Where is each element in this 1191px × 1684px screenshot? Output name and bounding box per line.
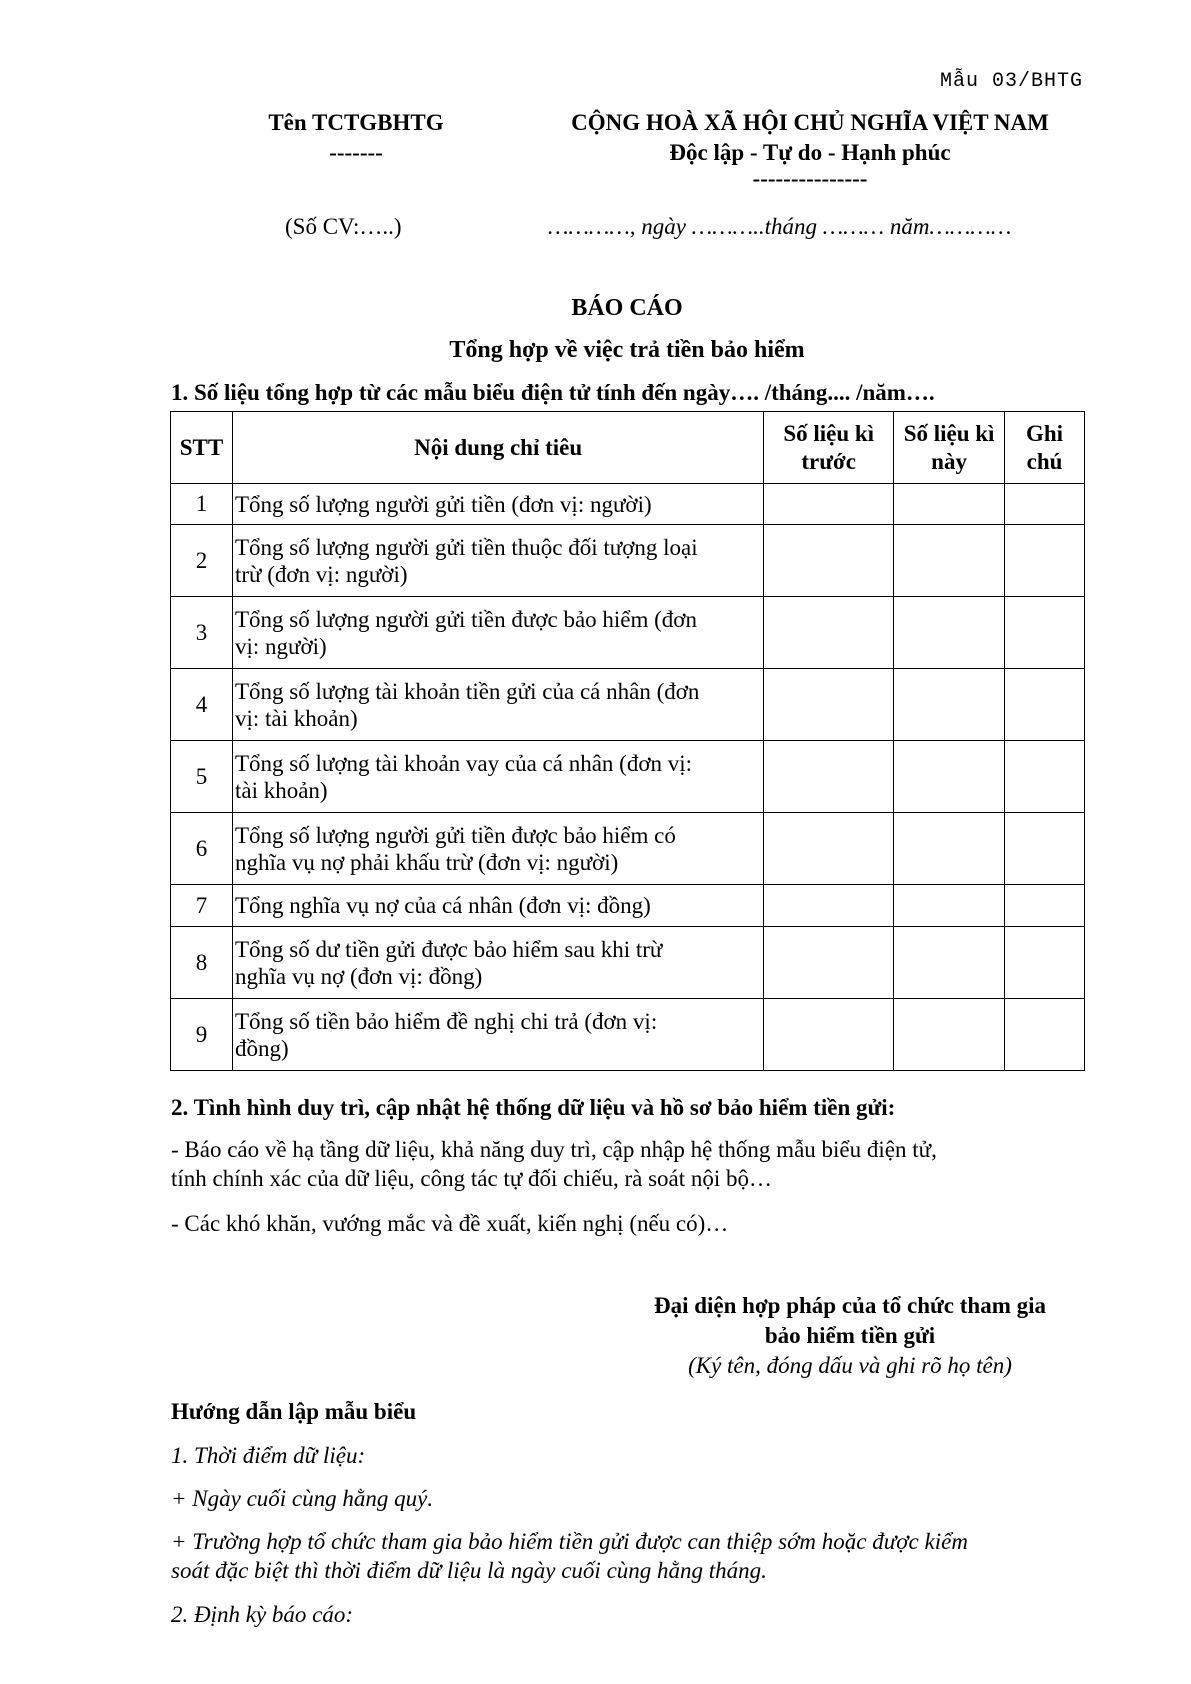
signature-instruction: (Ký tên, đóng dấu và ghi rõ họ tên) [688, 1353, 1012, 1378]
table-row [171, 741, 1085, 813]
reference-number: (Số CV:…..) [285, 214, 402, 239]
cell-current [894, 669, 1005, 741]
row-stt: 7 [171, 885, 233, 927]
cell-previous [764, 813, 894, 885]
row-content-line: Tổng số lượng tài khoản vay của cá nhân (đơn vị: [234, 750, 693, 776]
cell-note [1005, 484, 1085, 525]
section-2-paragraph-1-line-1: - Báo cáo về hạ tầng dữ liệu, khả năng duy trì, cập nhập hệ thống mẫu biểu điện tử, [171, 1137, 937, 1162]
row-content [232, 597, 763, 669]
row-content-line: Tổng nghĩa vụ nợ của cá nhân (đơn vị: đồng) [234, 893, 651, 918]
row-stt: 1 [171, 484, 233, 525]
signature-title-line-2: bảo hiểm tiền gửi [764, 1323, 936, 1348]
header-current-line1: Số liệu kì [903, 420, 995, 446]
guide-item-1-b-line-1: + Trường hợp tổ chức tham gia bảo hiểm tiền gửi được can thiệp sớm hoặc được kiểm [171, 1529, 968, 1554]
row-content [232, 885, 763, 927]
row-content-line: Tổng số lượng người gửi tiền (đơn vị: người) [234, 491, 652, 517]
cell-note [1005, 813, 1085, 885]
row-stt: 2 [171, 525, 233, 597]
motto: Độc lập - Tự do - Hạnh phúc [669, 140, 951, 165]
cell-note [1005, 597, 1085, 669]
row-stt: 6 [171, 813, 233, 885]
row-content-line: Tổng số tiền bảo hiểm đề nghị chi trả (đơn vị: [234, 1008, 658, 1034]
row-content [232, 525, 763, 597]
section-1-heading: 1. Số liệu tổng hợp từ các mẫu biểu điện tử tính đến ngày…. /tháng.... /năm…. [171, 380, 935, 405]
row-stt: 4 [171, 669, 233, 741]
table-row [171, 885, 1085, 927]
cell-previous [764, 885, 894, 927]
header-content: Nội dung chỉ tiêu [232, 412, 763, 484]
row-content-line: nghĩa vụ nợ phải khấu trừ (đơn vị: người) [234, 849, 619, 875]
row-content-line: vị: người) [234, 633, 327, 659]
cell-current [894, 813, 1005, 885]
cell-previous [764, 597, 894, 669]
cell-previous [764, 525, 894, 597]
row-content-line: nghĩa vụ nợ (đơn vị: đồng) [234, 963, 483, 989]
summary-table [170, 411, 1085, 1071]
report-subtitle: Tổng hợp về việc trả tiền bảo hiểm [449, 337, 805, 363]
cell-previous [764, 669, 894, 741]
table-row [171, 525, 1085, 597]
row-content-line: Tổng số lượng tài khoản tiền gửi của cá nhân (đơn [234, 678, 700, 704]
header-previous-line2: trước [801, 448, 857, 474]
cell-note [1005, 741, 1085, 813]
section-2-paragraph-1-line-2: tính chính xác của dữ liệu, công tác tự đối chiếu, rà soát nội bộ… [171, 1166, 773, 1191]
table-row [171, 597, 1085, 669]
table-row [171, 927, 1085, 999]
header-note-line2: chú [1026, 448, 1063, 474]
cell-note [1005, 885, 1085, 927]
row-content [232, 741, 763, 813]
row-stt: 3 [171, 597, 233, 669]
section-2-paragraph-2: - Các khó khăn, vướng mắc và đề xuất, kiến nghị (nếu có)… [171, 1211, 729, 1236]
header-previous-period [764, 412, 894, 484]
table-header-row [171, 412, 1085, 484]
cell-current [894, 484, 1005, 525]
row-content [232, 927, 763, 999]
row-stt: 9 [171, 999, 233, 1071]
org-rule: ------- [329, 140, 383, 165]
cell-previous [764, 741, 894, 813]
cell-current [894, 597, 1005, 669]
row-content-line: Tổng số lượng người gửi tiền được bảo hiểm có [234, 822, 676, 848]
cell-note [1005, 927, 1085, 999]
cell-note [1005, 525, 1085, 597]
guide-item-1-a: + Ngày cuối cùng hằng quý. [171, 1486, 434, 1511]
row-content [232, 999, 763, 1071]
row-content [232, 813, 763, 885]
row-content-line: Tổng số lượng người gửi tiền được bảo hiểm (đơn [234, 606, 697, 632]
cell-current [894, 741, 1005, 813]
cell-current [894, 927, 1005, 999]
row-content-line: Tổng số lượng người gửi tiền thuộc đối tượng loại [234, 534, 698, 560]
nation-title: CỘNG HOÀ XÃ HỘI CHỦ NGHĨA VIỆT NAM [571, 110, 1049, 135]
row-content-line: tài khoản) [234, 777, 328, 803]
cell-current [894, 885, 1005, 927]
cell-previous [764, 927, 894, 999]
table-row [171, 813, 1085, 885]
cell-previous [764, 999, 894, 1071]
guide-item-1-b-line-2: soát đặc biệt thì thời điểm dữ liệu là ngày cuối cùng hằng tháng. [171, 1558, 767, 1583]
org-name: Tên TCTGBHTG [268, 110, 444, 135]
cell-current [894, 525, 1005, 597]
row-content-line: trừ (đơn vị: người) [234, 561, 408, 587]
signature-title-line-1: Đại diện hợp pháp của tổ chức tham gia [653, 1293, 1047, 1318]
guide-item-1: 1. Thời điểm dữ liệu: [171, 1443, 366, 1468]
header-current-line2: này [931, 448, 967, 474]
row-stt: 5 [171, 741, 233, 813]
date-line: …………, ngày ………..tháng ……… năm………… [548, 214, 1012, 239]
row-content-line: vị: tài khoản) [234, 705, 358, 731]
header-current-period [894, 412, 1005, 484]
header-stt: STT [171, 412, 233, 484]
header-note-line1: Ghi [1025, 420, 1064, 446]
row-stt: 8 [171, 927, 233, 999]
report-title: BÁO CÁO [571, 295, 683, 321]
cell-current [894, 999, 1005, 1071]
motto-rule: --------------- [752, 166, 868, 191]
row-content [232, 484, 763, 525]
table-row [171, 669, 1085, 741]
guide-heading: Hướng dẫn lập mẫu biểu [171, 1399, 417, 1424]
cell-note [1005, 669, 1085, 741]
cell-previous [764, 484, 894, 525]
section-2-heading: 2. Tình hình duy trì, cập nhật hệ thống dữ liệu và hồ sơ bảo hiểm tiền gửi: [171, 1095, 896, 1120]
header-previous-line1: Số liệu kì [783, 420, 875, 446]
row-content-line: Tổng số dư tiền gửi được bảo hiểm sau khi trừ [234, 936, 663, 962]
header-note [1005, 412, 1085, 484]
form-code: Mẫu 03/BHTG [939, 70, 1083, 93]
guide-item-2: 2. Định kỳ báo cáo: [171, 1602, 354, 1627]
cell-note [1005, 999, 1085, 1071]
row-content [232, 669, 763, 741]
table-row [171, 999, 1085, 1071]
table-row [171, 484, 1085, 525]
row-content-line: đồng) [234, 1035, 289, 1061]
